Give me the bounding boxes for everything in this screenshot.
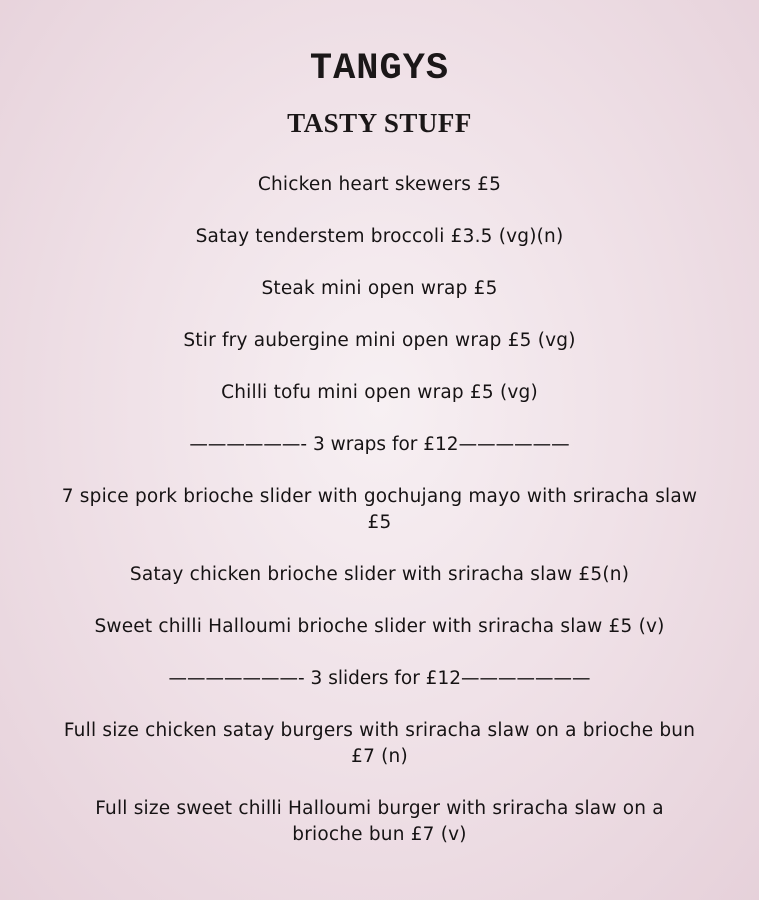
wraps-deal-divider: ——————- 3 wraps for £12——————: [189, 434, 570, 455]
menu-item: Chicken heart skewers £5: [257, 174, 502, 195]
menu-title: TANGYS: [309, 48, 450, 90]
menu-item: Steak mini open wrap £5: [261, 278, 498, 299]
menu-item: Full size chicken satay burgers with sriracha slaw on a brioche bun £7 (n): [63, 720, 696, 767]
sliders-deal-divider: ———————- 3 sliders for £12———————: [168, 668, 591, 689]
menu-item: Satay tenderstem broccoli £3.5 (vg)(n): [195, 226, 564, 247]
menu-item: Sweet chilli Halloumi brioche slider with sriracha slaw £5 (v): [94, 616, 665, 637]
menu-item: Chilli tofu mini open wrap £5 (vg): [221, 382, 538, 403]
menu-item: Full size sweet chilli Halloumi burger with sriracha slaw on a brioche bun £7 (v): [95, 798, 664, 845]
menu-subtitle: TASTY STUFF: [287, 108, 472, 138]
menu-item: Satay chicken brioche slider with sriracha slaw £5(n): [129, 564, 630, 585]
menu-item: 7 spice pork brioche slider with gochujang mayo with sriracha slaw £5: [61, 486, 698, 533]
menu-items-list: [60, 172, 699, 874]
menu-item: Stir fry aubergine mini open wrap £5 (vg): [183, 330, 576, 351]
